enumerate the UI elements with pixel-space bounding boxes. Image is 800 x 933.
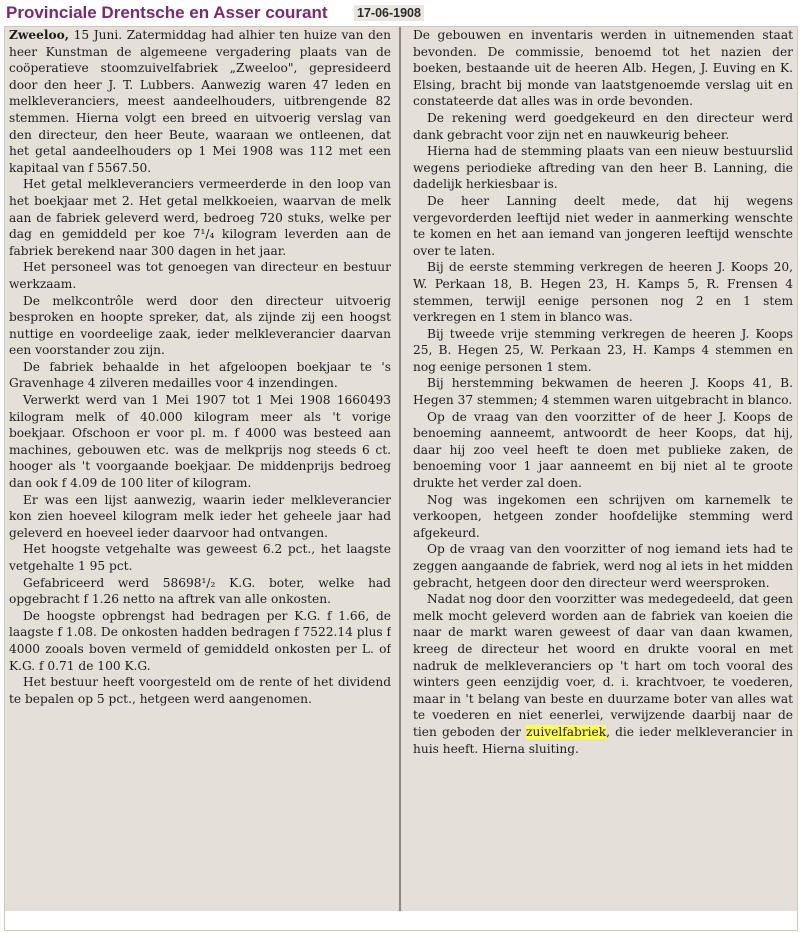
publication-date: 17-06-1908 — [354, 5, 424, 21]
search-hit-highlight: zuivelfabriek — [526, 724, 607, 739]
article-paragraph: De fabriek behaalde in het afgeloopen boekjaar te 's Gravenhage 4 zilveren medailles voor 4 inzendingen. — [9, 359, 391, 391]
article-paragraph: Nog was ingekomen een schrijven om karnemelk te verkoopen, hetgeen zonder hoofdelijke stemming werd afgekeurd. — [413, 492, 793, 540]
article-paragraph: Zweeloo, 15 Juni. Zatermiddag had alhier ten huize van den heer Kunstman de algemeene vergadering plaats van de coöperatieve stoomzuivelfabriek „Zweeloo", gepresideerd door den heer J. T. Lubbers. Aanwezig waren 47 leden en melkleveranciers, meest aandeelhouders, uitbrengende 82 stemmen. Hierna volgt een breed en uitvoerig verslag van den directeur, den heer Beute, waaraan we ontleenen, dat het getal aandeelhouders op 1 Mei 1908 was 112 met een kapitaal van f 5567.50. — [9, 28, 391, 175]
article-paragraph: Het personeel was tot genoegen van directeur en bestuur werkzaam. — [9, 260, 391, 291]
article-closing: , die ieder melkleverancier in huis heeft. Hierna sluiting. — [413, 724, 793, 756]
article-paragraph: Bij tweede vrije stemming verkregen de heeren J. Koops 25, B. Hegen 25, W. Perkaan 23, H. Kamps 4 stemmen en nog eenige personen 1 stem. — [413, 326, 793, 374]
article-paragraph: De gebouwen en inventaris werden in uitnemenden staat bevonden. De commissie, benoemd tot het nazien der boeken, bestaande uit de heeren Alb. Hegen, J. Euving en K. Elsing, bracht bij monde van laatstgenoemde verslag uit en constateerde dat alles was in orde bevonden. — [413, 28, 793, 109]
article-paragraph: Op de vraag van den voorzitter of de heer J. Koops de benoeming aanneemt, antwoordt de heer Koops, dat hij, daar hij zoo veel heeft te doen met publieke zaken, de benoeming voor 1 jaar aanneemt en bij niet al te groote drukte het verder zal doen. — [413, 409, 793, 491]
article-paragraph: Hierna had de stemming plaats van een nieuw bestuurslid wegens periodieke aftreding van den heer B. Lanning, die dadelijk herkiesbaar is. — [413, 144, 793, 192]
article-paragraph: De hoogste opbrengst had bedragen per K.G. f 1.66, de laagste f 1.08. De onkosten hadden bedragen f 7522.14 plus f 4000 zooals boven vermeld of gemiddeld onkosten per L. of K.G. f 0.71 de 100 K.G. — [9, 608, 391, 673]
article-paragraph: Het hoogste vetgehalte was geweest 6.2 pct., het laagste vetgehalte 1 95 pct. — [9, 542, 391, 573]
article-paragraph: Bij herstemming bekwamen de heeren J. Koops 41, B. Hegen 37 stemmen; 4 stemmen waren uitgebracht in blanco. — [413, 376, 793, 408]
article-paragraph: Het getal melkleveranciers vermeerderde in den loop van het boekjaar met 2. Het getal melkkoeien, waarvan de melk aan de fabriek geleverd werd, bedroeg 720 stuks, welke per dag en gemiddeld per koe 7¹/₄ kilogram leverden aan de fabriek berekend naar 300 dagen in het jaar. — [9, 177, 391, 258]
newspaper-clipping — [4, 26, 798, 931]
article-paragraph: Gefabriceerd werd 58698¹/₂ K.G. boter, welke had opgebracht f 1.26 netto na aftrek van alle onkosten. — [9, 575, 391, 607]
article-dateline: Zweeloo, — [9, 28, 70, 42]
article-paragraph: Er was een lijst aanwezig, waarin ieder melkleverancier kon zien hoeveel kilogram melk ieder het geheele jaar had geleverd en hoeveel ieder daarvoor had ontvangen. — [9, 492, 391, 540]
article-column-right — [413, 27, 793, 907]
article-paragraph: De melkcontrôle werd door den directeur uitvoerig besproken en hoopte spreker, dat, als zijnde zij een hoogst nuttige en voordeelige zaak, ieder melkleverancier daarvan een voorstander zou zijn. — [9, 293, 391, 358]
clipping-bottom-edge — [5, 911, 797, 930]
article-paragraph: Bij de eerste stemming verkregen de heeren J. Koops 20, W. Perkaan 18, B. Hegen 23, H. Kamps 5, R. Frensen 4 stemmen, terwijl eenige personen nog 2 en 1 stem verkregen en 1 stem in blanco was. — [413, 260, 793, 325]
column-divider — [399, 27, 401, 917]
article-paragraph: De rekening werd goedgekeurd en den directeur werd dank gebracht voor zijn net en nauwkeurig beheer. — [413, 110, 793, 142]
newspaper-title[interactable]: Provinciale Drentsche en Asser courant — [6, 3, 328, 22]
article-paragraph: Op de vraag van den voorzitter of nog iemand iets had te zeggen aangaande de fabriek, werd nog al iets in het midden gebracht, hetgeen door den directeur werd weersproken. — [413, 542, 793, 590]
article-paragraph: Nadat nog door den voorzitter was medegedeeld, dat geen melk mocht geleverd worden aan de fabriek van koeien die naar de markt waren geweest of daar van daan kwamen, kreeg de directeur het woord en drukte vooral en met nadruk de melkleveranciers op 't hart om toch vooral des winters geen eenzijdig voer, d. i. krachtvoer, te voederen, maar in 't belang van beste en duurzame boter van alles wat te voederen en niet eenerlei, verwijzende daarbij naar de tien geboden der zuivelfabriek, die ieder melkleverancier in huis heeft. Hierna sluiting. — [413, 592, 793, 756]
article-paragraph: De heer Lanning deelt mede, dat hij wegens vergevorderden leeftijd niet weder in aanmerking wenschte te komen en het aan iemand van jongeren leeftijd wenschte over te laten. — [413, 193, 793, 258]
clipping-header — [0, 0, 800, 26]
article-column-left — [9, 27, 391, 907]
article-paragraph: Het bestuur heeft voorgesteld om de rente of het dividend te bepalen op 5 pct., hetgeen werd aangenomen. — [9, 675, 391, 706]
article-paragraph: Verwerkt werd van 1 Mei 1907 tot 1 Mei 1908 1660493 kilogram melk of 40.000 kilogram meer als 't vorige boekjaar. Ofschoon er voor pl. m. f 4000 was besteed aan machines, gebouwen etc. was de melkprijs nog steeds 6 ct. hooger als 't voorgaande boekjaar. De middenprijs bedroeg dan ook f 4.09 de 100 liter of kilogram. — [9, 393, 391, 491]
